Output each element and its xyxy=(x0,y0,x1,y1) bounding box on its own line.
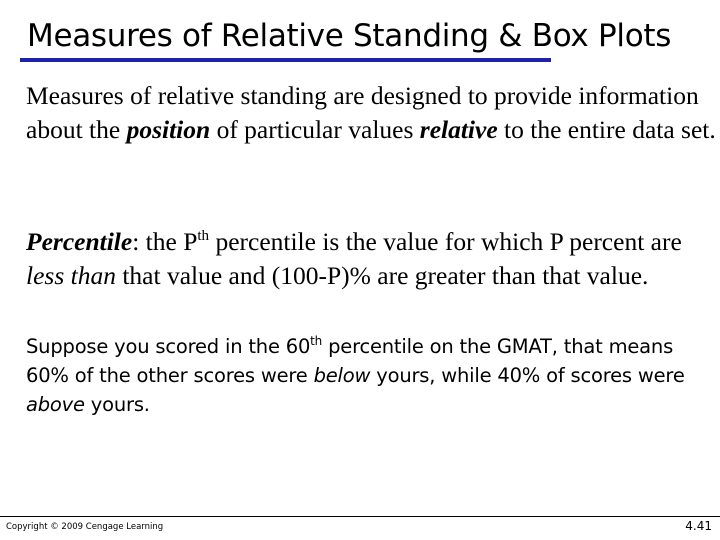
definition-text: Measures of relative standing are designed to provide information about the xyxy=(26,81,699,144)
copyright-notice: Copyright © 2009 Cengage Learning xyxy=(6,522,164,532)
page-number: 4.41 xyxy=(685,519,712,533)
position-emphasis: position xyxy=(126,115,211,144)
definition-text: : the P xyxy=(132,227,198,256)
slide-title: Measures of Relative Standing & Box Plots xyxy=(27,18,672,54)
superscript-th: th xyxy=(310,334,323,348)
definition-text: to the entire data set. xyxy=(497,115,716,144)
less-than-emphasis: less than xyxy=(26,261,116,290)
above-emphasis: above xyxy=(26,393,85,416)
below-emphasis: below xyxy=(313,364,371,387)
definition-text: that value and (100-P)% are greater than that value. xyxy=(115,261,649,290)
relative-emphasis: relative xyxy=(419,115,498,144)
example-text: percentile on the GMAT, that means 60% of the other scores were xyxy=(26,335,674,387)
title-underline xyxy=(20,58,551,62)
gmat-example xyxy=(26,332,716,419)
superscript-th: th xyxy=(197,228,210,244)
example-text: Suppose you scored in the 60 xyxy=(26,335,311,358)
definition-text: of particular values xyxy=(210,115,420,144)
percentile-term: Percentile xyxy=(26,227,133,256)
example-text: yours, while 40% of scores were xyxy=(370,364,685,387)
percentile-definition xyxy=(26,225,716,293)
definition-text: percentile is the value for which P percent are xyxy=(209,227,682,256)
example-text: yours. xyxy=(84,393,150,416)
relative-standing-definition xyxy=(26,79,716,147)
footer-divider xyxy=(0,516,720,517)
